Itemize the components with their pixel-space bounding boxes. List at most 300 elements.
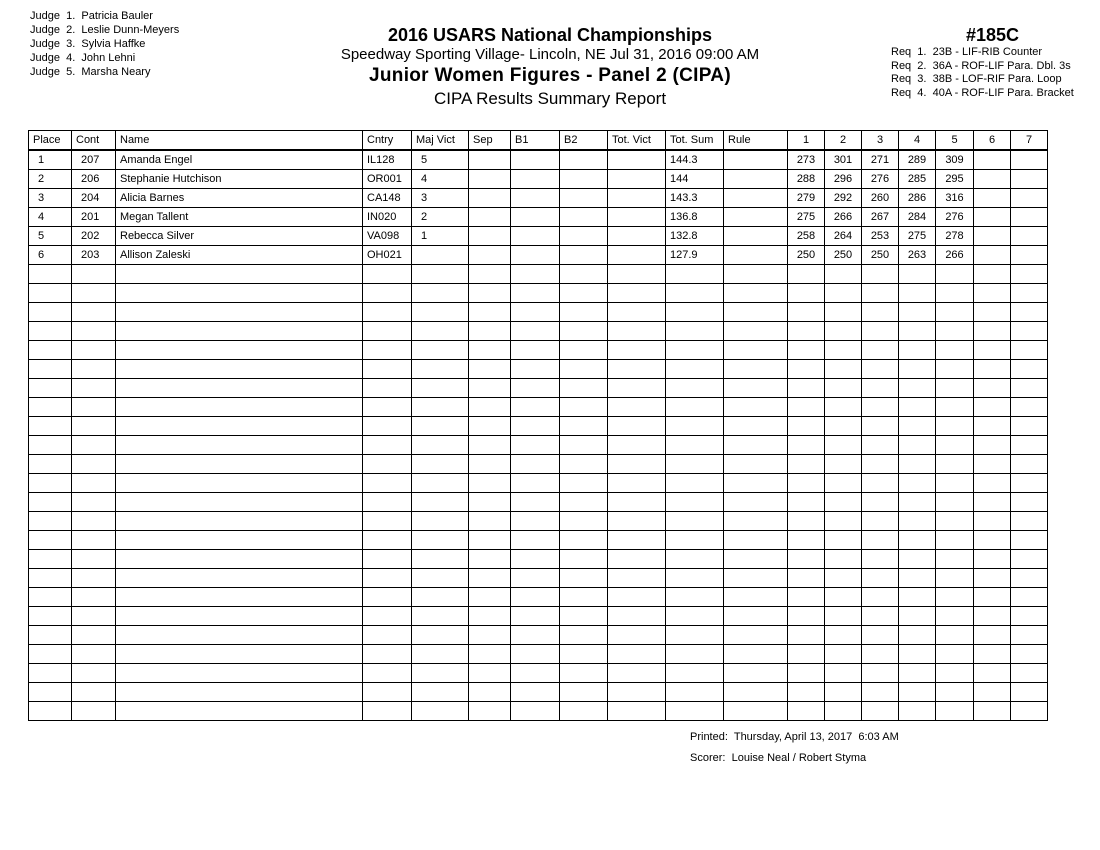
cell-judge-2: 296	[825, 170, 862, 189]
cell-sep	[469, 455, 511, 474]
cell-judge-5	[936, 664, 974, 683]
cell-judge-5	[936, 265, 974, 284]
cell-place	[29, 531, 72, 550]
col-judge-5: 5	[936, 131, 974, 151]
cell-maj-vict	[412, 360, 469, 379]
cell-rule	[724, 170, 788, 189]
cell-judge-2	[825, 322, 862, 341]
cell-judge-6	[974, 531, 1011, 550]
cell-b1	[511, 417, 560, 436]
scorer-line: Scorer: Louise Neal / Robert Styma	[690, 752, 867, 764]
col-judge-1: 1	[788, 131, 825, 151]
cell-judge-3	[862, 360, 899, 379]
cell-b1	[511, 208, 560, 227]
cell-place	[29, 626, 72, 645]
cell-tot-vict	[608, 360, 666, 379]
cell-rule	[724, 150, 788, 170]
cell-tot-vict	[608, 588, 666, 607]
cell-tot-sum	[666, 664, 724, 683]
cell-tot-sum	[666, 645, 724, 664]
cell-rule	[724, 360, 788, 379]
cell-judge-5: 309	[936, 150, 974, 170]
cell-judge-2	[825, 303, 862, 322]
cell-cont	[72, 493, 116, 512]
cell-judge-4	[899, 702, 936, 721]
cell-tot-vict	[608, 150, 666, 170]
cell-place: 3	[29, 189, 72, 208]
cell-judge-1: 275	[788, 208, 825, 227]
cell-sep	[469, 150, 511, 170]
cell-b1	[511, 398, 560, 417]
cell-judge-4	[899, 341, 936, 360]
table-header-row	[29, 131, 1048, 151]
cell-judge-3	[862, 455, 899, 474]
cell-place	[29, 702, 72, 721]
cell-b1	[511, 379, 560, 398]
table-row	[29, 227, 1048, 246]
cell-judge-5: 278	[936, 227, 974, 246]
cell-cont: 202	[72, 227, 116, 246]
cell-judge-7	[1011, 493, 1048, 512]
cell-cntry	[363, 493, 412, 512]
cell-judge-5	[936, 550, 974, 569]
printed-date: Thursday, April 13, 2017 6:03 AM	[733, 731, 899, 743]
cell-judge-3	[862, 322, 899, 341]
cell-b1	[511, 227, 560, 246]
cell-name	[116, 436, 363, 455]
cell-judge-1: 279	[788, 189, 825, 208]
judge-line: Judge 3. Sylvia Haffke	[30, 38, 146, 50]
cell-judge-1	[788, 512, 825, 531]
cell-judge-5: 266	[936, 246, 974, 265]
cell-rule	[724, 512, 788, 531]
cell-sep	[469, 246, 511, 265]
cell-tot-vict	[608, 436, 666, 455]
cell-judge-2	[825, 683, 862, 702]
cell-judge-1	[788, 284, 825, 303]
col-judge-7: 7	[1011, 131, 1048, 151]
cell-maj-vict	[412, 569, 469, 588]
cell-rule	[724, 398, 788, 417]
cell-judge-4	[899, 683, 936, 702]
cell-rule	[724, 284, 788, 303]
cell-judge-3	[862, 626, 899, 645]
cell-b1	[511, 170, 560, 189]
cell-judge-4	[899, 303, 936, 322]
cell-judge-1: 273	[788, 150, 825, 170]
cell-rule	[724, 322, 788, 341]
cell-judge-2	[825, 588, 862, 607]
cell-judge-7	[1011, 436, 1048, 455]
cell-judge-2: 301	[825, 150, 862, 170]
judge-name: Patricia Bauler	[81, 10, 153, 22]
cell-maj-vict	[412, 550, 469, 569]
cell-judge-6	[974, 436, 1011, 455]
cell-rule	[724, 455, 788, 474]
cell-judge-4	[899, 474, 936, 493]
cell-maj-vict	[412, 284, 469, 303]
cell-tot-sum: 143.3	[666, 189, 724, 208]
cell-tot-vict	[608, 702, 666, 721]
cell-b2	[560, 208, 608, 227]
cell-name	[116, 645, 363, 664]
cell-b1	[511, 246, 560, 265]
cell-judge-5: 276	[936, 208, 974, 227]
cell-name	[116, 398, 363, 417]
cell-rule	[724, 531, 788, 550]
cell-judge-6	[974, 588, 1011, 607]
cell-maj-vict	[412, 436, 469, 455]
cell-cntry	[363, 626, 412, 645]
cell-sep	[469, 474, 511, 493]
report-footer	[690, 727, 899, 769]
cell-place	[29, 512, 72, 531]
cell-sep	[469, 588, 511, 607]
cell-b1	[511, 512, 560, 531]
cell-b2	[560, 645, 608, 664]
cell-cont	[72, 512, 116, 531]
cell-b2	[560, 322, 608, 341]
cell-judge-1	[788, 322, 825, 341]
cell-place	[29, 341, 72, 360]
cell-tot-vict	[608, 645, 666, 664]
judge-line: Judge 4. John Lehni	[30, 52, 136, 64]
cell-cont: 207	[72, 150, 116, 170]
cell-judge-6	[974, 607, 1011, 626]
cell-judge-7	[1011, 607, 1048, 626]
cell-cntry	[363, 341, 412, 360]
cell-judge-3	[862, 379, 899, 398]
cell-name: Rebecca Silver	[116, 227, 363, 246]
cell-b1	[511, 455, 560, 474]
cell-b1	[511, 607, 560, 626]
cell-judge-3	[862, 607, 899, 626]
cell-judge-6	[974, 550, 1011, 569]
cell-sep	[469, 569, 511, 588]
cell-b2	[560, 284, 608, 303]
cell-cntry	[363, 645, 412, 664]
cell-tot-sum	[666, 265, 724, 284]
cell-judge-3	[862, 588, 899, 607]
cell-judge-5	[936, 474, 974, 493]
cell-b2	[560, 550, 608, 569]
cell-rule	[724, 702, 788, 721]
cell-maj-vict	[412, 664, 469, 683]
cell-sep	[469, 360, 511, 379]
cell-cont	[72, 664, 116, 683]
cell-place	[29, 360, 72, 379]
empty-table-row	[29, 493, 1048, 512]
results-table	[28, 130, 1048, 721]
cell-b2	[560, 531, 608, 550]
cell-tot-sum	[666, 455, 724, 474]
cell-judge-3	[862, 303, 899, 322]
cell-judge-5	[936, 607, 974, 626]
cell-judge-2	[825, 474, 862, 493]
cell-tot-vict	[608, 664, 666, 683]
empty-table-row	[29, 607, 1048, 626]
cell-b2	[560, 189, 608, 208]
cell-cont	[72, 379, 116, 398]
cell-judge-1	[788, 645, 825, 664]
cell-judge-1	[788, 379, 825, 398]
cell-tot-vict	[608, 474, 666, 493]
cell-judge-4	[899, 550, 936, 569]
cell-judge-7	[1011, 683, 1048, 702]
cell-tot-sum: 127.9	[666, 246, 724, 265]
cell-cntry	[363, 455, 412, 474]
table-row	[29, 189, 1048, 208]
cell-judge-6	[974, 322, 1011, 341]
cell-cntry	[363, 265, 412, 284]
cell-judge-3: 267	[862, 208, 899, 227]
cell-judge-4	[899, 588, 936, 607]
cell-maj-vict	[412, 265, 469, 284]
cell-judge-6	[974, 626, 1011, 645]
cell-judge-4: 263	[899, 246, 936, 265]
cell-judge-7	[1011, 531, 1048, 550]
col-tot-sum: Tot. Sum	[666, 131, 724, 151]
cell-name	[116, 664, 363, 683]
cell-name: Amanda Engel	[116, 150, 363, 170]
cell-tot-vict	[608, 284, 666, 303]
cell-judge-2	[825, 493, 862, 512]
cell-maj-vict: 4	[412, 170, 469, 189]
cell-cntry	[363, 360, 412, 379]
cell-name	[116, 493, 363, 512]
cell-cntry: IN020	[363, 208, 412, 227]
empty-table-row	[29, 531, 1048, 550]
cell-tot-sum	[666, 379, 724, 398]
cell-maj-vict	[412, 683, 469, 702]
cell-judge-1	[788, 569, 825, 588]
cell-tot-sum	[666, 702, 724, 721]
cell-judge-3	[862, 664, 899, 683]
cell-sep	[469, 170, 511, 189]
cell-name	[116, 531, 363, 550]
cell-b1	[511, 474, 560, 493]
cell-rule	[724, 550, 788, 569]
cell-cntry	[363, 512, 412, 531]
cell-judge-3: 276	[862, 170, 899, 189]
cell-name	[116, 322, 363, 341]
cell-rule	[724, 436, 788, 455]
cell-judge-6	[974, 474, 1011, 493]
cell-b2	[560, 360, 608, 379]
cell-b2	[560, 246, 608, 265]
table-row	[29, 170, 1048, 189]
cell-judge-5	[936, 303, 974, 322]
cell-place	[29, 607, 72, 626]
cell-sep	[469, 436, 511, 455]
cell-maj-vict	[412, 303, 469, 322]
cell-judge-1	[788, 436, 825, 455]
cell-judge-5	[936, 379, 974, 398]
cell-b2	[560, 683, 608, 702]
cell-cntry	[363, 683, 412, 702]
empty-table-row	[29, 702, 1048, 721]
cell-place	[29, 569, 72, 588]
cell-maj-vict	[412, 626, 469, 645]
cell-judge-6	[974, 398, 1011, 417]
cell-rule	[724, 379, 788, 398]
cell-judge-4: 284	[899, 208, 936, 227]
cell-cont	[72, 417, 116, 436]
cell-name: Alicia Barnes	[116, 189, 363, 208]
cell-judge-7	[1011, 150, 1048, 170]
cell-b2	[560, 512, 608, 531]
cell-cntry: VA098	[363, 227, 412, 246]
cell-judge-4	[899, 379, 936, 398]
cell-cont	[72, 683, 116, 702]
cell-place	[29, 417, 72, 436]
cell-name	[116, 303, 363, 322]
cell-name: Megan Tallent	[116, 208, 363, 227]
judge-line: Judge 2. Leslie Dunn-Meyers	[30, 24, 180, 36]
cell-judge-1	[788, 474, 825, 493]
cell-b1	[511, 588, 560, 607]
cell-judge-6	[974, 246, 1011, 265]
requirements-list	[891, 46, 1100, 100]
cell-judge-6	[974, 227, 1011, 246]
cell-judge-1	[788, 417, 825, 436]
cell-judge-6	[974, 284, 1011, 303]
cell-maj-vict	[412, 322, 469, 341]
cell-tot-sum: 144	[666, 170, 724, 189]
cell-judge-7	[1011, 550, 1048, 569]
cell-cont: 204	[72, 189, 116, 208]
cell-tot-sum	[666, 341, 724, 360]
cell-judge-7	[1011, 341, 1048, 360]
cell-judge-5	[936, 588, 974, 607]
empty-table-row	[29, 550, 1048, 569]
cell-b2	[560, 436, 608, 455]
cell-judge-3	[862, 417, 899, 436]
cell-tot-sum	[666, 683, 724, 702]
cell-judge-7	[1011, 246, 1048, 265]
cell-judge-4	[899, 284, 936, 303]
empty-table-row	[29, 455, 1048, 474]
event-title: Junior Women Figures - Panel 2 (CIPA)	[369, 65, 731, 86]
cell-b2	[560, 227, 608, 246]
cell-rule	[724, 474, 788, 493]
cell-tot-sum	[666, 284, 724, 303]
cell-cntry: OR001	[363, 170, 412, 189]
cell-judge-5	[936, 645, 974, 664]
cell-judge-6	[974, 512, 1011, 531]
cell-cont	[72, 265, 116, 284]
cell-tot-vict	[608, 417, 666, 436]
cell-judge-2	[825, 360, 862, 379]
cell-judge-6	[974, 150, 1011, 170]
cell-b1	[511, 550, 560, 569]
col-sep: Sep	[469, 131, 511, 151]
cell-b2	[560, 417, 608, 436]
cell-b2	[560, 626, 608, 645]
cell-b2	[560, 474, 608, 493]
cell-judge-6	[974, 702, 1011, 721]
cell-judge-6	[974, 303, 1011, 322]
cell-judge-4	[899, 322, 936, 341]
empty-table-row	[29, 664, 1048, 683]
cell-judge-7	[1011, 702, 1048, 721]
cell-b1	[511, 322, 560, 341]
cell-cntry: IL128	[363, 150, 412, 170]
cell-judge-7	[1011, 474, 1048, 493]
cell-cont	[72, 569, 116, 588]
cell-judge-1	[788, 702, 825, 721]
cell-maj-vict	[412, 246, 469, 265]
cell-tot-vict	[608, 303, 666, 322]
cell-judge-2	[825, 284, 862, 303]
cell-judge-2	[825, 417, 862, 436]
cell-cont: 201	[72, 208, 116, 227]
cell-judge-2	[825, 512, 862, 531]
cell-judge-5	[936, 398, 974, 417]
cell-sep	[469, 265, 511, 284]
cell-judge-6	[974, 664, 1011, 683]
col-judge-4: 4	[899, 131, 936, 151]
cell-judge-6	[974, 341, 1011, 360]
cell-judge-6	[974, 569, 1011, 588]
cell-b1	[511, 626, 560, 645]
cell-sep	[469, 284, 511, 303]
printed-line: Printed: Thursday, April 13, 2017 6:03 AM	[690, 731, 899, 743]
cell-judge-1	[788, 531, 825, 550]
cell-tot-sum	[666, 607, 724, 626]
cell-sep	[469, 493, 511, 512]
cell-b2	[560, 664, 608, 683]
cell-cntry: OH021	[363, 246, 412, 265]
cell-cont	[72, 626, 116, 645]
cell-judge-5	[936, 436, 974, 455]
cell-cntry	[363, 569, 412, 588]
cell-judge-5: 316	[936, 189, 974, 208]
cell-cont	[72, 702, 116, 721]
cell-b2	[560, 569, 608, 588]
empty-table-row	[29, 626, 1048, 645]
empty-table-row	[29, 474, 1048, 493]
col-name: Name	[116, 131, 363, 151]
cell-name	[116, 683, 363, 702]
cell-place	[29, 493, 72, 512]
cell-cntry	[363, 702, 412, 721]
cell-judge-7	[1011, 569, 1048, 588]
cell-b2	[560, 588, 608, 607]
requirement-line: Req 3. 38B - LOF-RIF Para. Loop	[891, 73, 1062, 85]
cell-maj-vict: 1	[412, 227, 469, 246]
cell-tot-vict	[608, 626, 666, 645]
cell-judge-7	[1011, 303, 1048, 322]
cell-judge-2: 292	[825, 189, 862, 208]
cell-place	[29, 455, 72, 474]
cell-tot-sum: 132.8	[666, 227, 724, 246]
cell-place	[29, 284, 72, 303]
cell-judge-3	[862, 569, 899, 588]
cell-tot-vict	[608, 531, 666, 550]
cell-judge-6	[974, 455, 1011, 474]
cell-name	[116, 626, 363, 645]
cell-judge-1	[788, 303, 825, 322]
cell-judge-5	[936, 360, 974, 379]
cell-name	[116, 284, 363, 303]
cell-sep	[469, 227, 511, 246]
col-cont: Cont	[72, 131, 116, 151]
cell-rule	[724, 683, 788, 702]
empty-table-row	[29, 360, 1048, 379]
cell-tot-vict	[608, 512, 666, 531]
report-header	[300, 24, 800, 110]
